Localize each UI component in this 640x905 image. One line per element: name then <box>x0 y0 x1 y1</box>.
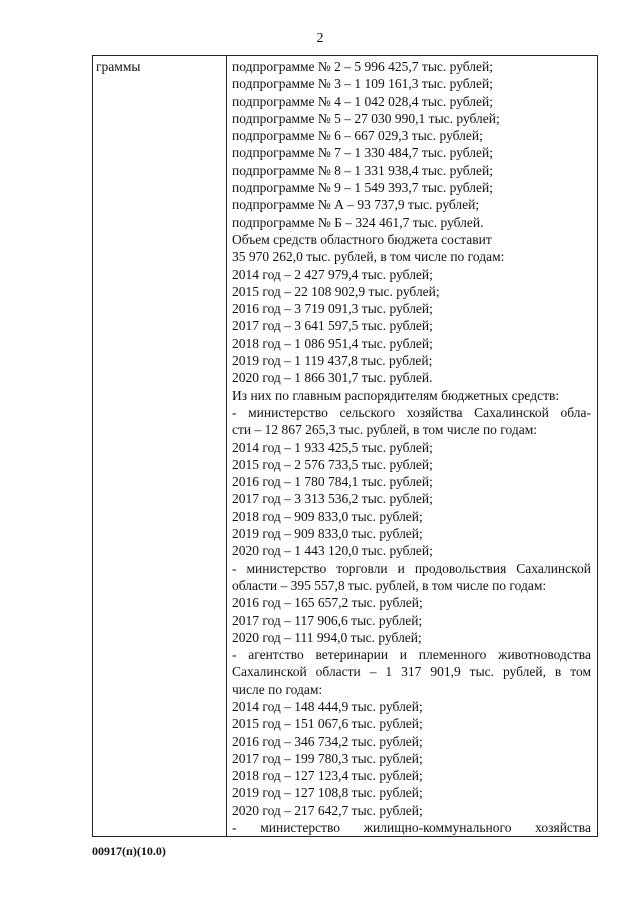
text-line: Объем средств областного бюджета составит <box>232 231 492 247</box>
text-line: подпрограмме № А – 93 737,9 тыс. рублей; <box>232 197 480 213</box>
text-line: 35 970 262,0 тыс. рублей, в том числе по годам: <box>232 249 505 265</box>
text-line: 2020 год – 217 642,7 тыс. рублей; <box>232 802 423 818</box>
text-line: 2017 год – 3 641 597,5 тыс. рублей; <box>232 318 433 334</box>
text-line: 2016 год – 165 657,2 тыс. рублей; <box>232 595 423 611</box>
table-row <box>93 56 598 837</box>
text-line: 2020 год – 111 994,0 тыс. рублей; <box>232 629 422 645</box>
passport-table <box>92 55 598 837</box>
text-line: подпрограмме № Б – 324 461,7 тыс. рублей. <box>232 214 484 230</box>
text-line: 2015 год – 22 108 902,9 тыс. рублей; <box>232 283 440 299</box>
text-line: подпрограмме № 3 – 1 109 161,3 тыс. рублей; <box>232 76 494 92</box>
text-line: 2018 год – 127 123,4 тыс. рублей; <box>232 768 423 784</box>
document-code: 00917(п)(10.0) <box>92 844 166 858</box>
text-line: подпрограмме № 5 – 27 030 990,1 тыс. рублей; <box>232 110 500 126</box>
text-line: числе по годам: <box>232 681 323 697</box>
text-line: Из них по главным распорядителям бюджетных средств: <box>232 387 560 403</box>
right-column-cell <box>227 56 598 837</box>
text-line: 2019 год – 909 833,0 тыс. рублей; <box>232 526 423 542</box>
text-line: 2016 год – 346 734,2 тыс. рублей; <box>232 733 423 749</box>
text-line: - министерство торговли и продовольствия Сахалинской <box>232 560 591 576</box>
text-line: подпрограмме № 9 – 1 549 393,7 тыс. рублей; <box>232 180 494 196</box>
text-line: подпрограмме № 8 – 1 331 938,4 тыс. рублей; <box>232 162 494 178</box>
text-line: 2017 год – 199 780,3 тыс. рублей; <box>232 750 423 766</box>
text-line: 2015 год – 2 576 733,5 тыс. рублей; <box>232 456 433 472</box>
text-line: 2018 год – 909 833,0 тыс. рублей; <box>232 508 423 524</box>
text-line: подпрограмме № 6 – 667 029,3 тыс. рублей; <box>232 128 483 144</box>
left-column-cell: граммы <box>93 56 227 837</box>
text-line: 2020 год – 1 443 120,0 тыс. рублей; <box>232 543 433 559</box>
text-line: - агентство ветеринарии и племенного животноводства <box>232 647 591 663</box>
text-line: - министерство сельского хозяйства Сахалинской обла- <box>232 404 591 420</box>
text-line: 2019 год – 1 119 437,8 тыс. рублей; <box>232 353 433 369</box>
text-line: 2017 год – 117 906,6 тыс. рублей; <box>232 612 423 628</box>
page-number: 2 <box>316 31 324 46</box>
text-line: Сахалинской области – 1 317 901,9 тыс. рублей, в том <box>232 664 591 680</box>
text-line: подпрограмме № 4 – 1 042 028,4 тыс. рублей; <box>232 93 494 109</box>
text-line: сти – 12 867 265,3 тыс. рублей, в том числе по годам: <box>232 422 538 438</box>
text-line: подпрограмме № 7 – 1 330 484,7 тыс. рублей; <box>232 145 494 161</box>
funding-lines <box>232 58 591 836</box>
text-line: 2017 год – 3 313 536,2 тыс. рублей; <box>232 491 433 507</box>
text-line: 2015 год – 151 067,6 тыс. рублей; <box>232 716 423 732</box>
text-line: области – 395 557,8 тыс. рублей, в том числе по годам: <box>232 577 547 593</box>
text-line: 2019 год – 127 108,8 тыс. рублей; <box>232 785 423 801</box>
text-line: 2016 год – 1 780 784,1 тыс. рублей; <box>232 474 433 490</box>
text-line: 2014 год – 1 933 425,5 тыс. рублей; <box>232 439 433 455</box>
text-line: 2014 год – 2 427 979,4 тыс. рублей; <box>232 266 433 282</box>
text-line: 2014 год – 148 444,9 тыс. рублей; <box>232 698 423 714</box>
text-line: - министерство жилищно-коммунального хозяйства <box>232 820 591 836</box>
text-line: 2020 год – 1 866 301,7 тыс. рублей. <box>232 370 433 386</box>
text-line: подпрограмме № 2 – 5 996 425,7 тыс. рублей; <box>232 59 494 74</box>
text-line: 2018 год – 1 086 951,4 тыс. рублей; <box>232 335 433 351</box>
text-line: 2016 год – 3 719 091,3 тыс. рублей; <box>232 301 433 317</box>
